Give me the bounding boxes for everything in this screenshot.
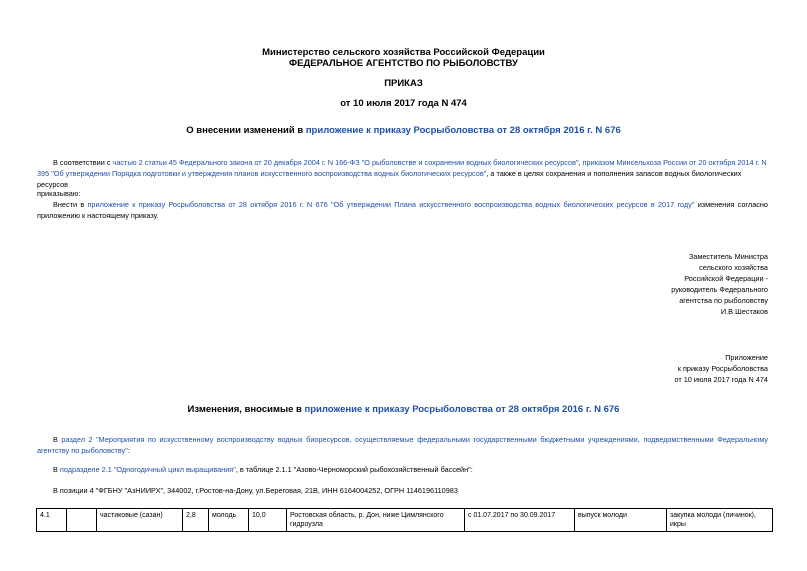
table-cell: выпуск молоди — [575, 509, 667, 532]
ministry-title: Министерство сельского хозяйства Российской Федерации — [262, 47, 545, 58]
order-paragraph — [37, 199, 768, 221]
signature-name: И.В.Шестаков — [720, 307, 768, 316]
table-cell — [67, 509, 97, 532]
signature-line: сельского хозяйства — [699, 263, 768, 272]
preamble-text-2: , — [578, 158, 583, 167]
table-cell: 10,0 — [249, 509, 287, 532]
section-text-1: В — [53, 435, 62, 444]
section-text-2: : — [127, 446, 130, 455]
table-cell: 4.1 — [37, 509, 67, 532]
order-text-1: Внести в — [53, 200, 88, 209]
title-link[interactable]: приложение к приказу Росрыболовства от 28 октября 2016 г. N 676 — [305, 125, 621, 136]
preamble-text-3: , а также в целях сохранения и пополнения запасов водных биологических ресурсов — [37, 169, 742, 189]
title-prefix: О внесении изменений в — [186, 125, 306, 136]
table-row — [37, 509, 773, 532]
appendix-line: от 10 июля 2017 года N 474 — [674, 375, 768, 384]
order-text-2: изменения согласно приложению к настоящему приказу. — [37, 200, 768, 220]
preamble-link-order[interactable]: приказом Минсельхоза России от 20 октября 2014 г. N 395 "Об утверждении Порядка подготовки и утверждения планов искусственного воспроизводства водных биологических ресурсов" — [37, 158, 767, 178]
table-cell: закупка молоди (личинок), икры — [667, 509, 773, 532]
subsection-paragraph — [53, 464, 473, 475]
subsection-text-1: В — [53, 465, 60, 474]
changes-title-prefix: Изменения, вносимые в — [187, 404, 305, 415]
document-title — [0, 125, 807, 136]
preamble-paragraph — [37, 157, 770, 190]
document-date-number: от 10 июля 2017 года N 474 — [340, 98, 467, 109]
table-cell: молодь — [209, 509, 249, 532]
section-paragraph — [37, 434, 768, 456]
changes-title — [0, 404, 807, 415]
document-type: ПРИКАЗ — [384, 78, 423, 89]
subsection-text-2: , в таблице 2.1.1 "Азово-Черноморский рыбохозяйственный бассейн": — [235, 465, 473, 474]
section-link[interactable]: раздел 2 "Мероприятия по искусственному воспроизводству водных биоресурсов, осуществляемые федеральными государственными бюджетными учреждениями, подведомственными Федеральному агентству по рыболовству" — [37, 435, 768, 455]
signature-line: Заместитель Министра — [688, 252, 768, 261]
table-cell: частиковые (сазан) — [97, 509, 183, 532]
preamble-text-1: В соответствии с — [53, 158, 113, 167]
table-cell: 2,8 — [183, 509, 209, 532]
preamble-link-law[interactable]: частью 2 статьи 45 Федерального закона от 20 декабря 2004 г. N 166-ФЗ "О рыболовстве и сохранении водных биологических ресурсов" — [112, 158, 579, 167]
order-link-appendix[interactable]: приложение к приказу Росрыболовства от 28 октября 2016 г. N 676 "Об утверждении Плана искусственного воспроизводства водных биологических ресурсов в 2017 году" — [87, 200, 695, 209]
table-cell: Ростовская область, р. Дон, ниже Цимлянского гидроузла — [287, 509, 465, 532]
appendix-line: Приложение — [725, 353, 768, 362]
subsection-link[interactable]: подразделе 2.1 "Одногодичный цикл выращивания" — [59, 465, 236, 474]
table-cell: с 01.07.2017 по 30.09.2017 — [465, 509, 575, 532]
position-paragraph: В позиции 4 "ФГБНУ "АзНИИРХ", 344002, г.Ростов-на-Дону, ул.Береговая, 21В, ИНН 6164004252, ОГРН 1146196110983 — [53, 486, 458, 495]
order-word: приказываю: — [37, 189, 81, 198]
signature-line: руководитель Федерального — [671, 285, 768, 294]
signature-line: Российской Федерации - — [684, 274, 768, 283]
agency-title: ФЕДЕРАЛЬНОЕ АГЕНТСТВО ПО РЫБОЛОВСТВУ — [289, 58, 518, 69]
signature-line: агентства по рыболовству — [679, 296, 768, 305]
signature-block — [568, 251, 768, 317]
changes-title-link[interactable]: приложение к приказу Росрыболовства от 28 октября 2016 г. N 676 — [304, 404, 620, 415]
plan-table — [36, 508, 773, 532]
appendix-line: к приказу Росрыболовства — [677, 364, 768, 373]
appendix-reference — [568, 352, 768, 385]
